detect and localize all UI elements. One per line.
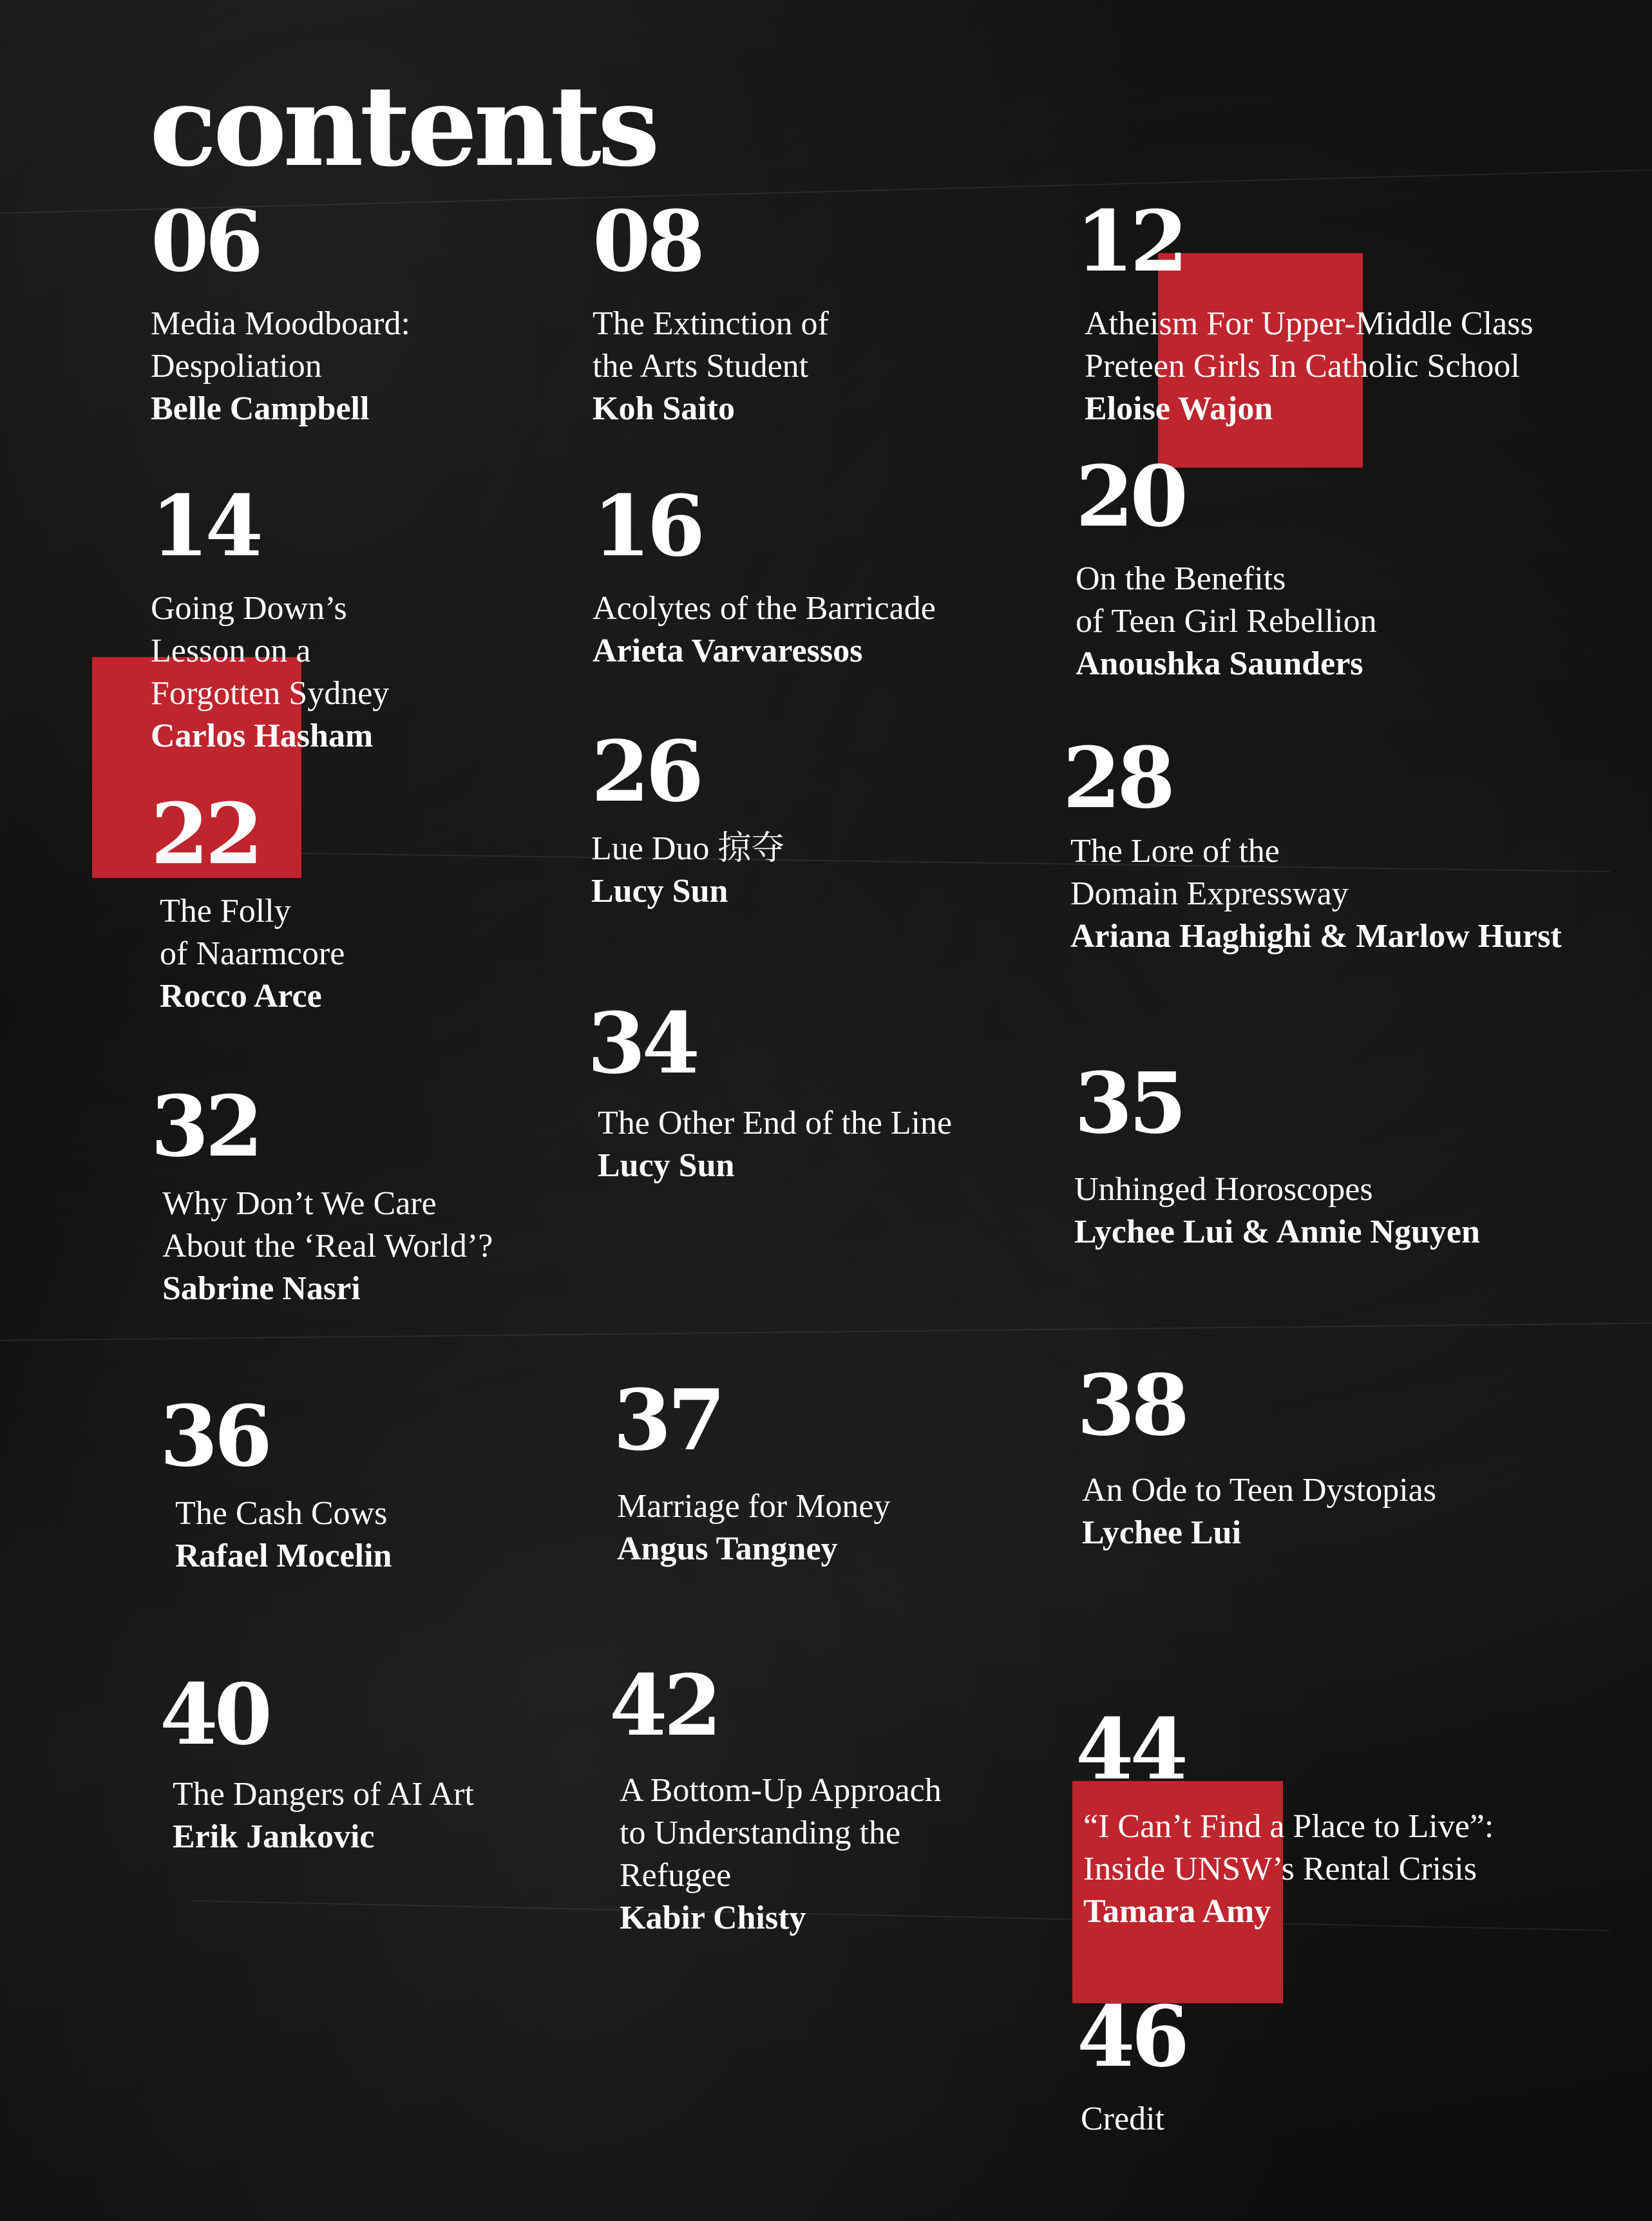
article-title: Going Down’s Lesson on a Forgotten Sydney <box>151 590 390 712</box>
page-number: 08 <box>593 192 701 291</box>
article-author: Carlos Hasham <box>151 718 374 754</box>
article-title: The Other End of the Line <box>598 1105 953 1141</box>
toc-entry[interactable] <box>609 1656 942 1940</box>
page-number: 12 <box>1076 192 1184 291</box>
page-number: 35 <box>1074 1054 1183 1152</box>
toc-entry[interactable] <box>160 1387 392 1578</box>
article-author: Lucy Sun <box>591 873 728 910</box>
article-title: The Folly of Naarmcore <box>160 893 345 972</box>
article-title: The Extinction of the Arts Student <box>593 305 829 385</box>
article-title: On the Benefits of Teen Girl Rebellion <box>1076 560 1377 640</box>
page-number: 46 <box>1077 1987 1186 2086</box>
texture-crease <box>0 1322 1652 1341</box>
page-number: 20 <box>1076 447 1184 546</box>
toc-entry[interactable] <box>1076 192 1533 430</box>
article-author: Arieta Varvaressos <box>593 633 863 669</box>
page-number: 14 <box>151 477 260 575</box>
toc-entry[interactable] <box>1063 729 1562 958</box>
article-author: Kabir Chisty <box>620 1900 806 1936</box>
article-title: The Dangers of AI Art <box>173 1776 474 1813</box>
article-title: Marriage for Money <box>617 1488 891 1525</box>
toc-entry[interactable] <box>151 192 410 430</box>
article-title: Credit <box>1081 2101 1164 2137</box>
toc-entry[interactable] <box>151 477 390 758</box>
page-number: 37 <box>613 1371 722 1469</box>
article-author: Anoushka Saunders <box>1076 645 1363 682</box>
article-title: A Bottom-Up Approach to Understanding the Refugee <box>620 1772 942 1894</box>
toc-entry[interactable] <box>591 722 785 913</box>
page-number: 28 <box>1063 729 1172 827</box>
page-number: 42 <box>609 1656 718 1755</box>
toc-entry[interactable] <box>593 477 936 672</box>
article-title: The Cash Cows <box>175 1495 388 1532</box>
article-author: Eloise Wajon <box>1085 390 1273 427</box>
article-author: Belle Campbell <box>151 390 370 427</box>
toc-entry[interactable] <box>151 1077 493 1310</box>
toc-entry[interactable] <box>593 192 829 430</box>
toc-entry[interactable] <box>613 1371 891 1570</box>
toc-entry[interactable] <box>1077 1987 1186 2140</box>
page-number: 44 <box>1076 1700 1184 1798</box>
toc-entry[interactable] <box>587 994 953 1187</box>
article-author: Tamara Amy <box>1083 1893 1271 1930</box>
page-title: contents <box>149 61 656 191</box>
page-number: 16 <box>593 477 701 575</box>
toc-entry[interactable] <box>160 1665 474 1858</box>
article-title: Lue Duo 掠夺 <box>591 830 785 867</box>
page-number: 36 <box>160 1387 269 1485</box>
page-number: 34 <box>587 994 696 1092</box>
article-author: Erik Jankovic <box>173 1818 375 1855</box>
page-number: 32 <box>151 1077 260 1176</box>
article-author: Sabrine Nasri <box>162 1270 361 1307</box>
page-number: 40 <box>160 1665 269 1764</box>
page-number: 38 <box>1077 1356 1186 1454</box>
article-title: The Lore of the Domain Expressway <box>1070 833 1349 912</box>
article-title: Media Moodboard: Despoliation <box>151 305 410 385</box>
toc-entry[interactable] <box>1076 447 1377 685</box>
page-number: 06 <box>151 192 260 291</box>
page-number: 26 <box>591 722 700 821</box>
article-title: Acolytes of the Barricade <box>593 590 936 627</box>
article-author: Angus Tangney <box>617 1530 838 1567</box>
article-title: “I Can’t Find a Place to Live”: Inside UNSW’s Rental Crisis <box>1083 1808 1494 1887</box>
article-author: Lychee Lui & Annie Nguyen <box>1074 1214 1480 1250</box>
article-author: Lucy Sun <box>598 1147 735 1184</box>
article-author: Lychee Lui <box>1082 1514 1242 1551</box>
article-author: Koh Saito <box>593 390 736 427</box>
article-title: Atheism For Upper-Middle Class Preteen Girls In Catholic School <box>1085 305 1533 385</box>
article-author: Rocco Arce <box>160 978 322 1015</box>
article-title: Why Don’t We Care About the ‘Real World’? <box>162 1185 493 1264</box>
article-title: An Ode to Teen Dystopias <box>1082 1472 1436 1509</box>
toc-entry[interactable] <box>1077 1356 1436 1554</box>
article-title: Unhinged Horoscopes <box>1074 1171 1373 1208</box>
page-number: 22 <box>151 785 260 883</box>
toc-entry[interactable] <box>1074 1054 1480 1253</box>
toc-entry[interactable] <box>151 785 345 1018</box>
toc-entry[interactable] <box>1076 1700 1494 1933</box>
article-author: Rafael Mocelin <box>175 1538 392 1574</box>
article-author: Ariana Haghighi & Marlow Hurst <box>1070 918 1562 955</box>
